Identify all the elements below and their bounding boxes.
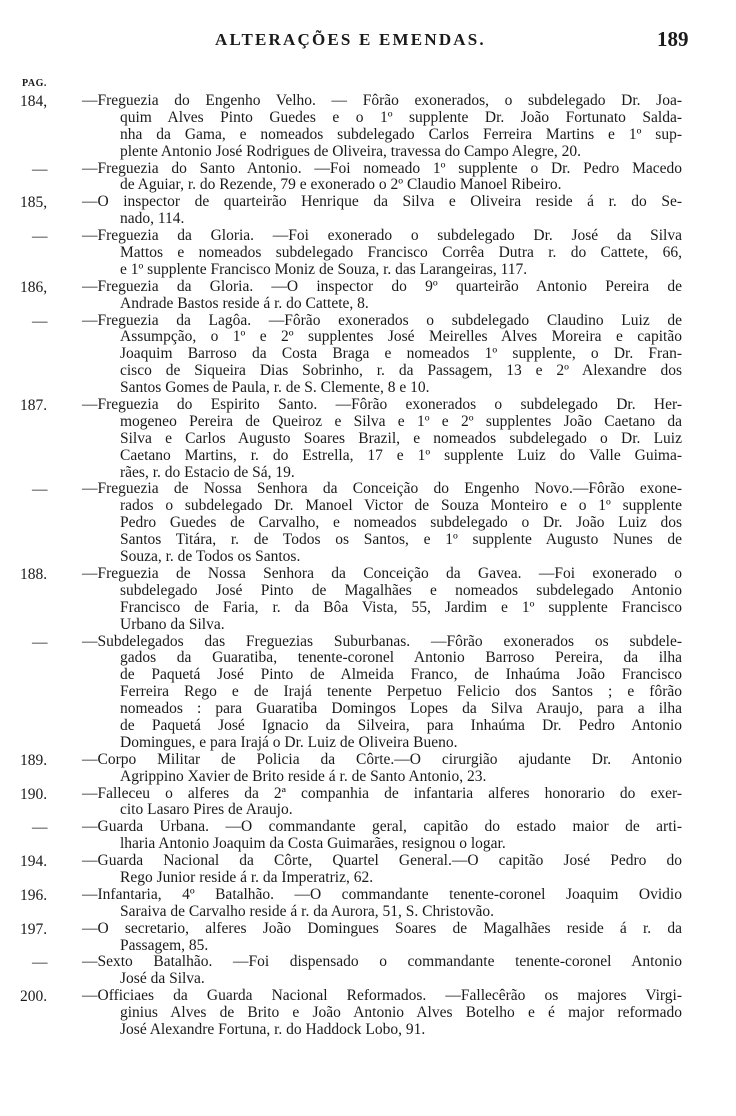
entry-line: e 1º supplente Francisco Moniz de Souza, r. das Larangeiras, 117. (120, 260, 528, 278)
entry-line: plente Antonio José Rodrigues de Oliveira, travessa do Campo Alegre, 20. (120, 142, 582, 160)
entry-page-ref: — (32, 954, 48, 972)
entry-line: gados da Guaratiba, tenente-coronel Antonio Barroso Pereira, da ilha (120, 649, 682, 667)
entry-line: lharia Antonio Joaquim da Costa Guimarães, resignou o logar. (120, 835, 506, 853)
errata-entry (0, 634, 736, 752)
entry-line: rados o subdelegado Dr. Manoel Victor de Souza Monteiro e o 1º supplente (120, 497, 682, 515)
errata-entry (0, 786, 736, 820)
entry-line: —Sexto Batalhão. —Foi dispensado o commandante tenente-coronel Antonio (82, 953, 682, 971)
entry-line: —Guarda Urbana. —O commandante geral, capitão do estado maior de arti- (82, 818, 682, 836)
errata-entry (0, 313, 736, 397)
errata-entry (0, 566, 736, 634)
entry-line: —Freguezia do Santo Antonio. —Foi nomeado 1º supplente o Dr. Pedro Macedo (82, 159, 682, 177)
errata-entry (0, 954, 736, 988)
entry-line: de Paquetá José Ignacio da Silveira, para Inhaúma Dr. Pedro Antonio (120, 716, 682, 734)
errata-entry (0, 481, 736, 565)
entry-line: Domingues, e para Irajá o Dr. Luiz de Oliveira Bueno. (120, 733, 458, 751)
entry-page-ref: 196. (20, 886, 48, 904)
entry-line: —Guarda Nacional da Côrte, Quartel General.—O capitão José Pedro do (82, 852, 682, 870)
entry-line: Urbano da Silva. (120, 615, 225, 633)
entry-line: de Paquetá José Pinto de Almeida Franco, de Inhaúma João Francisco (120, 666, 682, 684)
entry-line: —Corpo Militar de Policia da Côrte.—O cirurgião ajudante Dr. Antonio (82, 750, 682, 768)
entry-line: cito Lasaro Pires de Araujo. (120, 801, 293, 819)
errata-entry (0, 228, 736, 279)
entry-line: Souza, r. de Todos os Santos. (120, 548, 301, 566)
entry-line: —Officiaes da Guarda Nacional Reformados. —Fallecêrão os majores Virgi- (82, 987, 682, 1005)
entry-line: de Aguiar, r. do Rezende, 79 e exonerado o 2º Claudio Manoel Ribeiro. (120, 176, 562, 194)
entry-line: ginius Alves de Brito e João Antonio Alves Botelho e é major reformado (120, 1004, 682, 1022)
entry-line: Saraiva de Carvalho reside á r. da Aurora, 51, S. Christovão. (120, 902, 495, 920)
entry-line: —Freguezia do Espirito Santo. —Fôrão exonerados o subdelegado Dr. Her- (82, 396, 682, 414)
errata-entry (0, 988, 736, 1039)
entry-line: —Infantaria, 4º Batalhão. —O commandante tenente-coronel Joaquim Ovidio (82, 885, 682, 903)
entry-line: Mattos e nomeados subdelegado Francisco Corrêa Dutra r. do Cattete, 66, (120, 244, 682, 262)
errata-entry (0, 397, 736, 481)
entry-page-ref: — (32, 633, 48, 651)
errata-entry (0, 752, 736, 786)
entry-line: Joaquim Barroso da Costa Braga e nomeados 1º supplente, o Dr. Fran- (120, 345, 682, 363)
entry-page-ref: 194. (20, 853, 48, 871)
entry-page-ref: 197. (20, 920, 48, 938)
errata-entry (0, 853, 736, 887)
entry-line: —Freguezia de Nossa Senhora da Conceição do Engenho Novo.—Fôrão exone- (82, 480, 682, 498)
entry-line: Agrippino Xavier de Brito reside á r. de Santo Antonio, 23. (120, 767, 487, 785)
entry-line: —Freguezia da Gloria. —O inspector do 9º quarteirão Antonio Pereira de (82, 277, 682, 295)
errata-entry (0, 921, 736, 955)
entry-line: Santos Gomes de Paula, r. de S. Clemente, 8 e 10. (120, 379, 430, 397)
entry-line: —Freguezia da Gloria. —Foi exonerado o subdelegado Dr. José da Silva (82, 227, 682, 245)
entry-page-ref: 184, (20, 93, 48, 110)
entry-line: Santos Titára, r. de Todos os Santos, e 1º supplente Augusto Nunes de (120, 531, 682, 549)
entry-line: Pedro Guedes de Carvalho, e nomeados subdelegado o Dr. João Luiz dos (120, 514, 682, 532)
entry-page-ref: 185, (20, 194, 48, 212)
page-column-label: PAG. (22, 78, 47, 89)
entry-page-ref: — (32, 228, 48, 246)
entry-line: —O inspector de quarteirão Henrique da Silva e Oliveira reside á r. do Se- (82, 193, 682, 211)
errata-entry (0, 279, 736, 313)
entry-line: Francisco de Faria, r. da Bôa Vista, 55, Jardim e 1º supplente Francisco (120, 598, 682, 616)
entry-line: —Subdelegados das Freguezias Suburbanas. —Fôrão exonerados os subdele- (82, 632, 682, 650)
running-header (0, 27, 736, 54)
entry-page-ref: 188. (20, 565, 48, 583)
entry-line: Passagem, 85. (120, 936, 209, 954)
entry-line: cisco de Siqueira Dias Sobrinho, r. da Passagem, 13 e 2º Alexandre dos (120, 362, 682, 380)
errata-entry (0, 194, 736, 228)
entry-page-ref: — (32, 819, 48, 837)
entry-line: Andrade Bastos reside á r. do Cattete, 8. (120, 294, 369, 312)
entry-page-ref: — (32, 160, 48, 178)
entry-line: —O secretario, alferes João Domingues Soares de Magalhães reside á r. da (82, 919, 682, 937)
entry-line: —Freguezia do Engenho Velho. — Fôrão exonerados, o subdelegado Dr. Joa- (82, 92, 682, 109)
entry-page-ref: 189. (20, 751, 48, 769)
entry-page-ref: — (32, 481, 48, 499)
entry-line: José Alexandre Fortuna, r. do Haddock Lobo, 91. (120, 1020, 426, 1038)
entry-line: rães, r. do Estacio de Sá, 19. (120, 463, 295, 481)
entry-line: Assumpção, o 1º e 2º supplentes José Meirelles Alves Moreira e capitão (120, 328, 682, 346)
entry-line: José da Silva. (120, 970, 205, 988)
entry-page-ref: — (32, 312, 48, 330)
errata-entry (0, 93, 736, 161)
entry-line: —Falleceu o alferes da 2ª companhia de infantaria alferes honorario do exer- (82, 784, 682, 802)
entry-line: Ferreira Rego e de Irajá tenente Perpetuo Felicio dos Santos ; e fôrão (120, 683, 682, 701)
page-number: 189 (657, 27, 689, 51)
entry-line: Caetano Martins, r. do Estrella, 17 e 1º supplente Luiz do Valle Guima- (120, 446, 682, 464)
entry-line: Silva e Carlos Augusto Soares Brazil, e nomeados subdelegado o Dr. Luiz (120, 429, 682, 447)
entry-page-ref: 190. (20, 785, 48, 803)
entry-line: —Freguezia da Lagôa. —Fôrão exonerados o subdelegado Claudino Luiz de (82, 311, 682, 329)
entry-line: subdelegado José Pinto de Magalhães e nomeados subdelegado Antonio (120, 581, 682, 599)
entry-page-ref: 200. (20, 988, 48, 1006)
entry-line: nha da Gama, e nomeados subdelegado Carlos Ferreira Martins e 1º sup- (120, 125, 682, 143)
entry-line: —Freguezia de Nossa Senhora da Conceição da Gavea. —Foi exonerado o (82, 564, 682, 582)
errata-entry (0, 161, 736, 195)
page-title: ALTERAÇÕES E EMENDAS. (215, 30, 486, 49)
entry-line: nado, 114. (120, 210, 185, 228)
errata-entry (0, 819, 736, 853)
entry-line: mogeneo Pereira de Queiroz e Silva e 1º e 2º supplentes João Caetano da (120, 412, 682, 430)
errata-entry (0, 887, 736, 921)
entry-page-ref: 186, (20, 278, 48, 296)
entry-line: Rego Junior reside á r. da Imperatriz, 62. (120, 868, 374, 886)
entry-page-ref: 187. (20, 397, 48, 415)
entry-line: nomeados : para Guaratiba Domingos Lopes da Silva Araujo, para a ilha (120, 700, 682, 718)
errata-list (0, 93, 736, 1039)
entry-line: quim Alves Pinto Guedes e o 1º supplente Dr. João Fortunato Salda- (120, 108, 682, 126)
